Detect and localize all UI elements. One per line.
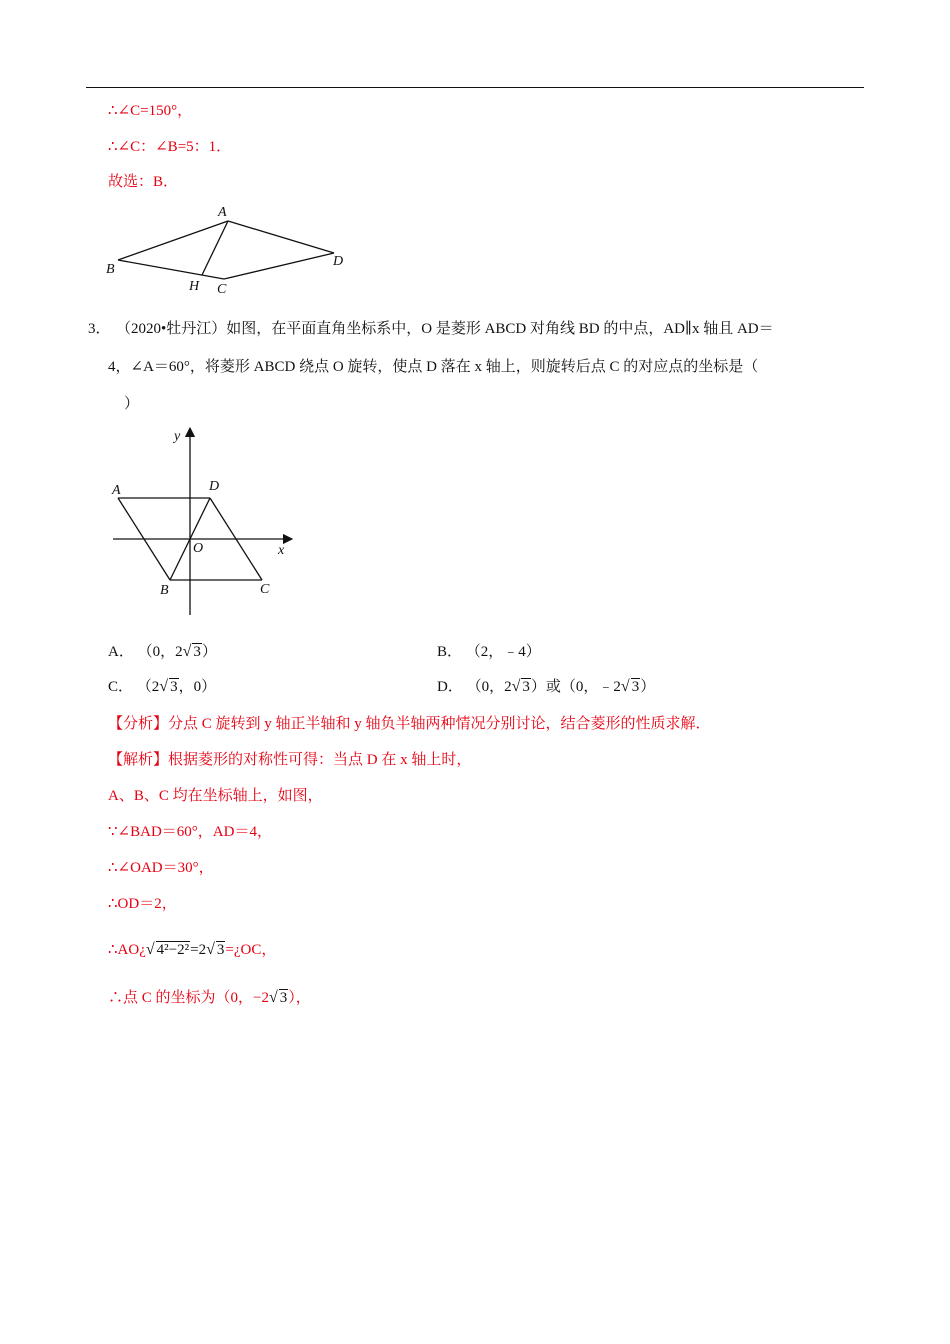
solution-step-4: ∴OD＝2，: [108, 896, 177, 912]
analysis-text: 分点 C 旋转到 y 轴正半轴和 y 轴负半轴两种情况分别讨论，结合菱形的性质求解．: [168, 716, 711, 732]
edge-cd: [224, 253, 334, 279]
solution-line-3: 故选：B．: [108, 174, 179, 190]
question-text-3: ）: [124, 396, 140, 412]
option-d-pre: （0，2: [466, 679, 512, 695]
option-d-mid: ）或（0，﹣2: [530, 679, 621, 695]
option-a-label: A．: [108, 644, 134, 660]
question-text-2: 4，∠A＝60°，将菱形 ABCD 绕点 O 旋转，使点 D 落在 x 轴上，则旋转后点 C 的对应点的坐标是（: [108, 359, 759, 375]
sqrt-sign: √: [206, 941, 215, 958]
label-h: H: [189, 279, 200, 294]
label-d: D: [333, 254, 344, 269]
solution-line-1: ∴∠C=150°，: [108, 103, 193, 119]
option-a-radicand: 3: [193, 644, 201, 660]
step6-post: ），: [288, 990, 311, 1006]
sqrt-sign: √: [268, 989, 278, 1006]
sqrt-sign: √: [511, 678, 521, 695]
label-b: B: [160, 583, 169, 598]
option-c-radicand: 3: [170, 679, 178, 695]
solution-intro-line: [108, 750, 471, 770]
option-d-label: D．: [437, 679, 463, 695]
label-c: C: [217, 282, 227, 297]
solution-intro-text: 根据菱形的对称性可得：当点 D 在 x 轴上时，: [168, 752, 472, 768]
label-c: C: [260, 582, 270, 597]
option-b-text: （2，﹣4）: [465, 644, 541, 660]
sqrt-sign: √: [620, 678, 630, 695]
option-a-pre: （0，2: [137, 644, 183, 660]
option-d-radicand-2: 3: [631, 679, 640, 695]
label-d: D: [209, 479, 220, 494]
option-c: [108, 677, 216, 697]
step5-pre: ∴AO¿: [108, 942, 146, 958]
option-d-radicand: 3: [522, 679, 530, 695]
option-d-post: ）: [640, 679, 656, 695]
option-c-pre: （2: [136, 679, 160, 695]
step6-radicand: 3: [279, 990, 288, 1006]
label-a: A: [218, 205, 227, 220]
solution-step-2: ∵∠BAD＝60°，AD＝4，: [108, 824, 272, 840]
rhombus-figure-1: [100, 198, 360, 298]
header-rule: [86, 87, 864, 88]
sqrt-sign: √: [145, 941, 155, 958]
option-b-label: B．: [437, 644, 463, 660]
analysis-tag: 【分析】: [108, 716, 169, 732]
question-number: 3．: [88, 321, 111, 337]
label-a: A: [112, 483, 121, 498]
label-y: y: [174, 429, 181, 444]
option-c-label: C．: [108, 679, 134, 695]
option-d: [437, 677, 655, 697]
label-o: O: [193, 541, 204, 556]
option-a-post: ）: [201, 644, 217, 660]
label-x: x: [278, 543, 285, 558]
step5-mid: =2: [190, 942, 207, 958]
step5-radicand-2: 3: [216, 942, 225, 958]
edge-da: [228, 221, 334, 253]
option-c-post: ，0）: [178, 679, 217, 695]
step5-post: =¿OC，: [225, 942, 277, 958]
solution-step-3: ∴∠OAD＝30°，: [108, 860, 214, 876]
analysis-line: [108, 714, 711, 734]
solution-step-1: A、B、C 均在坐标轴上，如图，: [108, 788, 323, 804]
option-b: [437, 642, 541, 662]
solution-step-5: [108, 940, 276, 960]
label-b: B: [106, 262, 115, 277]
solution-line-2: ∴∠C：∠B=5：1．: [108, 139, 232, 155]
option-a: [108, 642, 217, 662]
coordinate-figure: [108, 420, 308, 620]
sqrt-sign: √: [159, 678, 169, 695]
question-text-1: （2020•牡丹江）如图，在平面直角坐标系中，O 是菱形 ABCD 对角线 BD 的中点，AD∥x 轴且 AD＝: [116, 321, 774, 337]
step6-pre: ∴点 C 的坐标为（0，−2: [108, 990, 269, 1006]
sqrt-sign: √: [182, 643, 192, 660]
step5-radicand: 4²−2²: [156, 942, 190, 958]
solution-step-6: [108, 988, 311, 1008]
solution-tag: 【解析】: [108, 752, 169, 768]
